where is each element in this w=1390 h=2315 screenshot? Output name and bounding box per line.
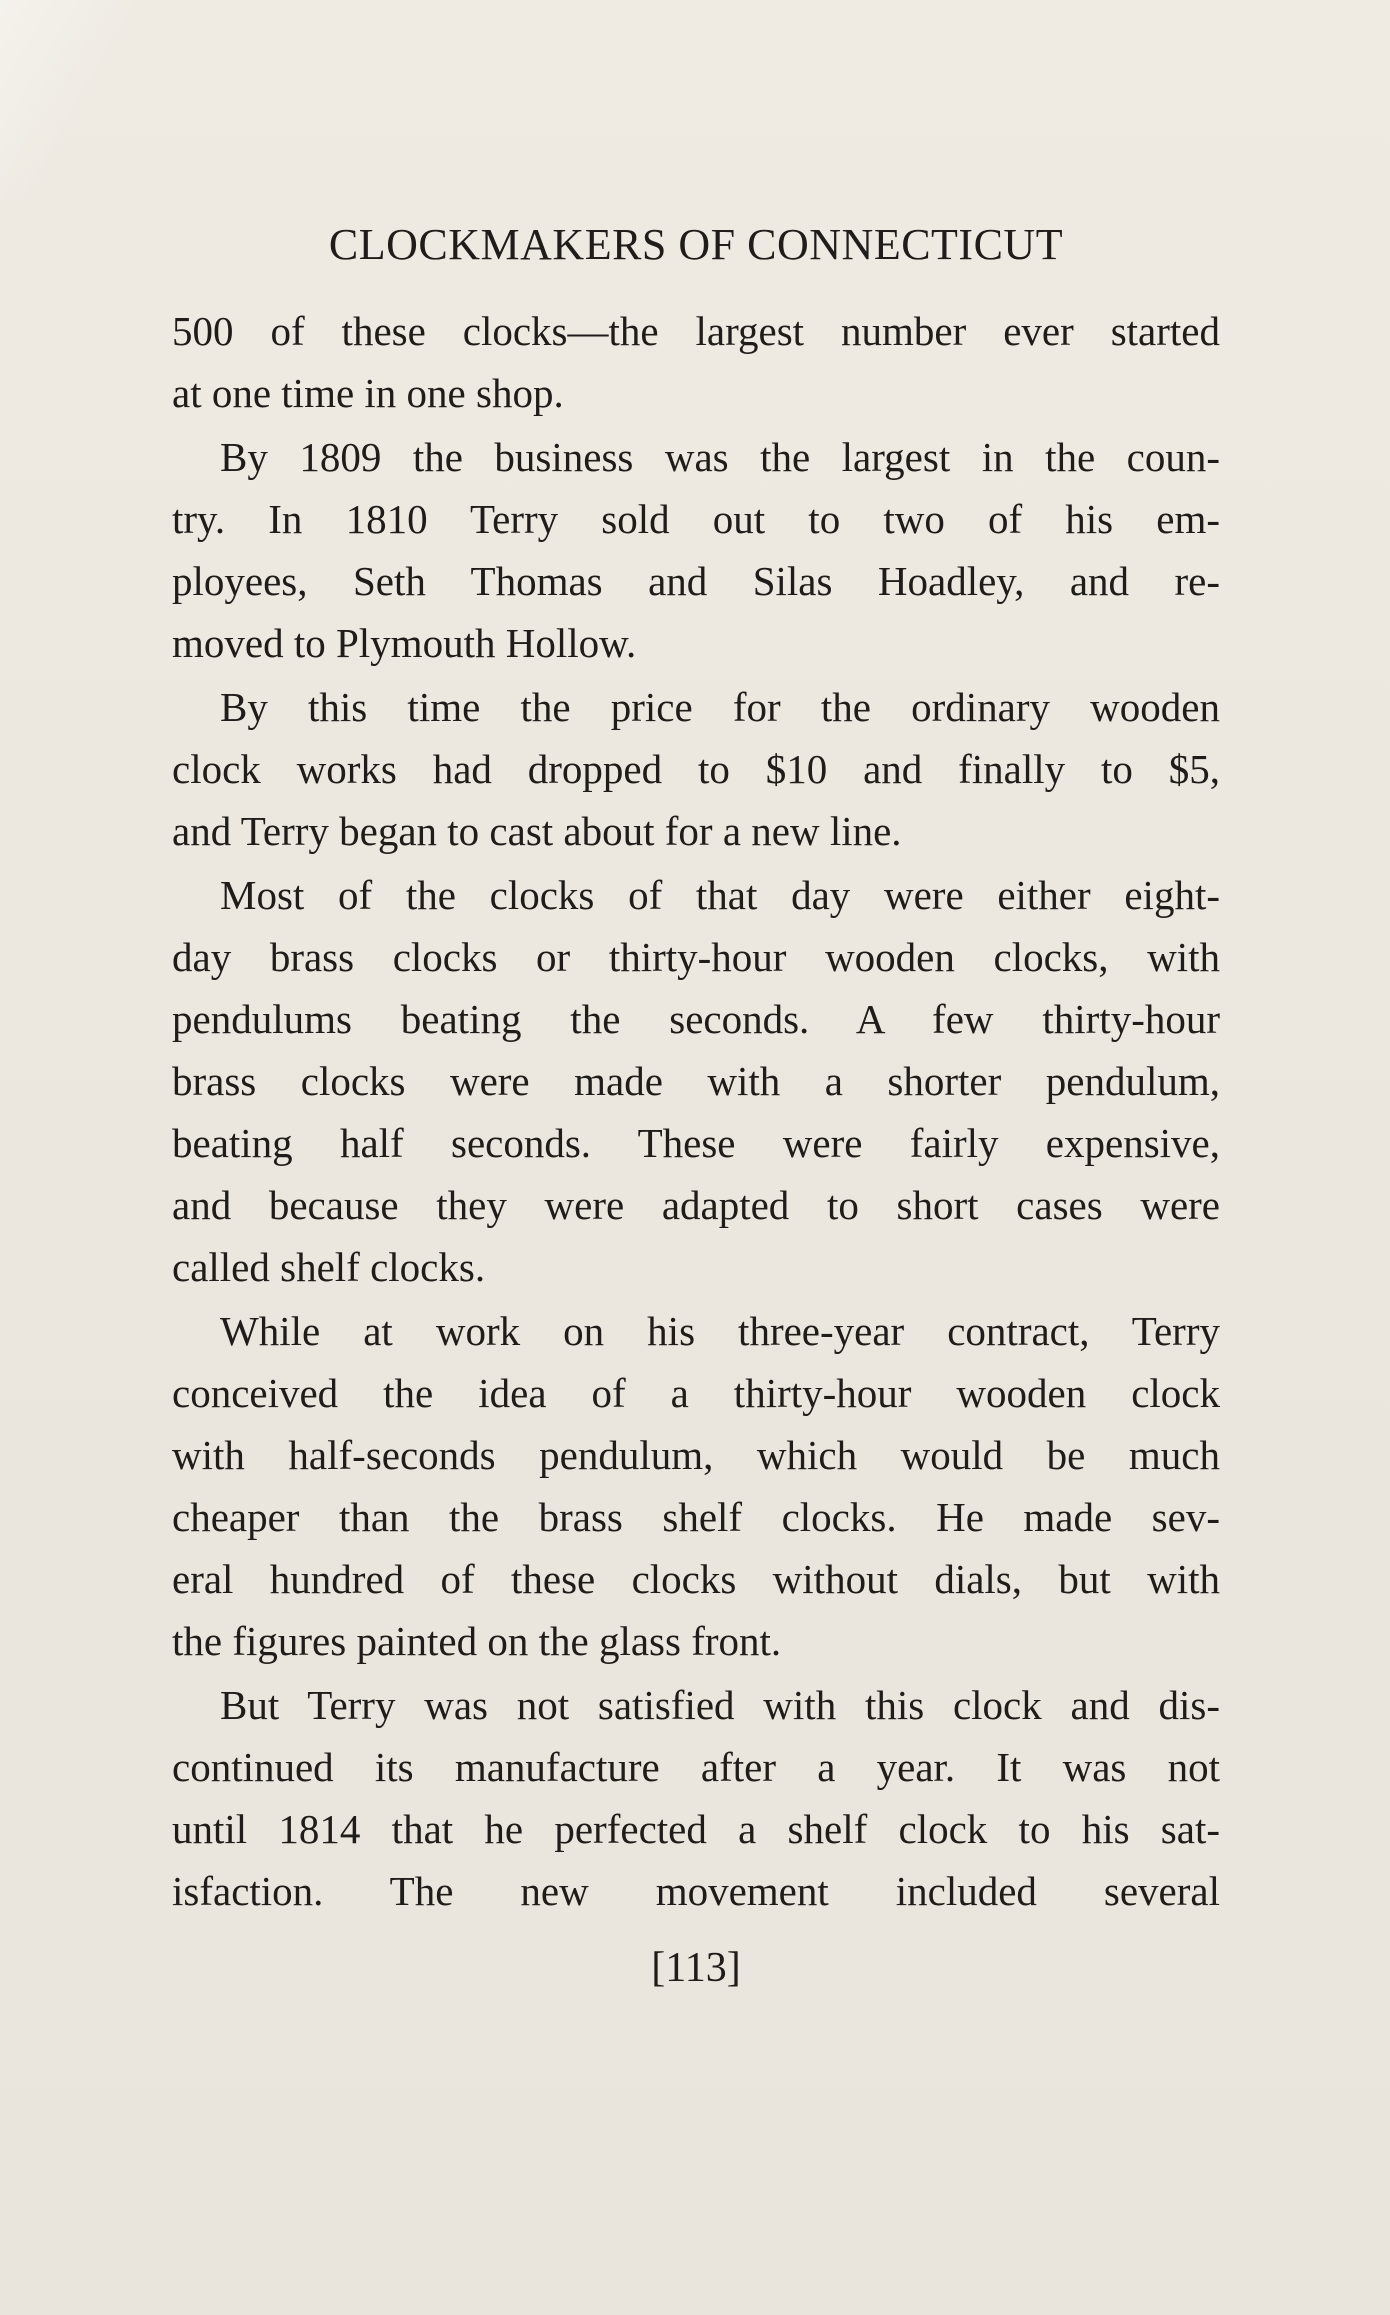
text-line: continued its manufacture after a year. It was not xyxy=(172,1744,1220,1790)
page-corner-fold xyxy=(0,0,130,200)
text-line: By 1809 the business was the largest in the coun- xyxy=(220,434,1220,480)
body-text xyxy=(172,300,1220,1922)
text-line: Most of the clocks of that day were either eight- xyxy=(220,872,1220,918)
text-line: 500 of these clocks—the largest number ever started xyxy=(172,308,1220,354)
text-line: brass clocks were made with a shorter pendulum, xyxy=(172,1058,1220,1104)
text-line: day brass clocks or thirty-hour wooden clocks, with xyxy=(172,934,1220,980)
text-line: By this time the price for the ordinary wooden xyxy=(220,684,1220,730)
text-line: the figures painted on the glass front. xyxy=(172,1618,782,1664)
text-line: eral hundred of these clocks without dials, but with xyxy=(172,1556,1220,1602)
text-line: with half-seconds pendulum, which would be much xyxy=(172,1432,1220,1478)
text-line: called shelf clocks. xyxy=(172,1244,486,1290)
text-line: moved to Plymouth Hollow. xyxy=(172,620,637,666)
text-line: clock works had dropped to $10 and finally to $5, xyxy=(172,746,1220,792)
running-head: CLOCKMAKERS OF CONNECTICUT xyxy=(328,220,1064,269)
text-line: until 1814 that he perfected a shelf clock to his sat- xyxy=(172,1806,1220,1852)
text-line: cheaper than the brass shelf clocks. He made sev- xyxy=(172,1494,1220,1540)
text-line: and because they were adapted to short cases were xyxy=(172,1182,1220,1228)
text-line: conceived the idea of a thirty-hour wooden clock xyxy=(172,1370,1220,1416)
text-line: isfaction. The new movement included several xyxy=(172,1868,1220,1914)
text-line: at one time in one shop. xyxy=(172,370,564,416)
text-line: ployees, Seth Thomas and Silas Hoadley, and re- xyxy=(172,558,1220,604)
text-line: try. In 1810 Terry sold out to two of his em- xyxy=(172,496,1220,542)
text-line: But Terry was not satisfied with this clock and dis- xyxy=(220,1682,1220,1728)
page-number: [113] xyxy=(651,1945,741,1991)
text-line: and Terry began to cast about for a new line. xyxy=(172,808,902,854)
text-line: beating half seconds. These were fairly expensive, xyxy=(172,1120,1220,1166)
text-line: While at work on his three-year contract, Terry xyxy=(220,1308,1220,1354)
text-line: pendulums beating the seconds. A few thirty-hour xyxy=(172,996,1220,1042)
